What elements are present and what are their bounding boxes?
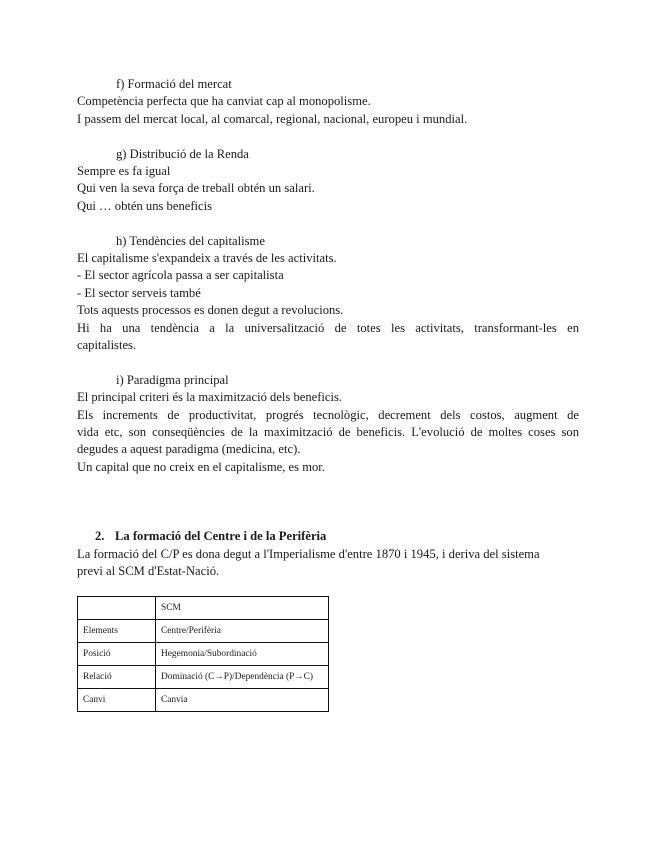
table-cell: Dominació (C→P)/Dependència (P→C) <box>156 666 329 689</box>
scm-table <box>77 596 329 712</box>
heading-h: h) Tendències del capitalisme <box>116 233 265 248</box>
text-line: La formació del C/P es dona degut a l'Imperialisme d'entre 1870 i 1945, i deriva del sistema <box>77 546 540 561</box>
text-line: degudes a aquest paradigma (medicina, etc). <box>77 442 301 457</box>
text-line: capitalistes. <box>77 338 137 353</box>
heading-f: f) Formació del mercat <box>116 77 232 91</box>
table-row <box>78 643 329 666</box>
text-line-justified: Els increments de productivitat, progrés tecnològic, decrement dels costos, augment de <box>77 407 579 422</box>
text-line: Qui ven la seva força de treball obtén un salari. <box>77 181 315 196</box>
text-line: - El sector agrícola passa a ser capitalista <box>77 268 284 283</box>
table-cell: Canvi <box>78 689 156 712</box>
table-cell: Centre/Perifèria <box>156 620 329 643</box>
text-line-justified: Hi ha una tendència a la universalització de totes les activitats, transformant-les en <box>77 320 579 335</box>
table-header-row <box>78 597 329 620</box>
text-line-justified: vida etc, son conseqüències de la maximització de beneficis. L'evolució de moltes coses son <box>77 425 579 440</box>
table-cell: Relació <box>78 666 156 689</box>
table-cell: Hegemonia/Subordinació <box>156 643 329 666</box>
text-line: Un capital que no creix en el capitalisme, es mor. <box>77 459 325 474</box>
table-row <box>78 666 329 689</box>
heading-i: i) Paradigma principal <box>116 372 229 387</box>
text-line: Sempre es fa igual <box>77 164 171 179</box>
section-heading <box>77 528 579 545</box>
text-line: Qui … obtén uns beneficis <box>77 198 213 213</box>
table-cell: Elements <box>78 620 156 643</box>
table-row <box>78 620 329 643</box>
text-line: Competència perfecta que ha canviat cap al monopolisme. <box>77 94 371 109</box>
text-line: I passem del mercat local, al comarcal, regional, nacional, europeu i mundial. <box>77 111 468 126</box>
table-row <box>78 689 329 712</box>
table-cell: Posició <box>78 643 156 666</box>
section-title: La formació del Centre i de la Perifèria <box>115 529 327 544</box>
text-line: Tots aquests processos es donen degut a revolucions. <box>77 303 344 318</box>
table-cell: Canvia <box>156 689 329 712</box>
text-line: El capitalisme s'expandeix a través de les activitats. <box>77 251 337 266</box>
table-cell: SCM <box>156 597 329 620</box>
document-body <box>77 76 579 581</box>
section-number: 2. <box>95 529 105 544</box>
text-line: El principal criteri és la maximització dels beneficis. <box>77 390 343 405</box>
table-cell <box>78 597 156 620</box>
heading-g: g) Distribució de la Renda <box>116 146 249 161</box>
text-line: - El sector serveis també <box>77 285 201 300</box>
text-line: previ al SCM d'Estat-Nació. <box>77 564 220 579</box>
